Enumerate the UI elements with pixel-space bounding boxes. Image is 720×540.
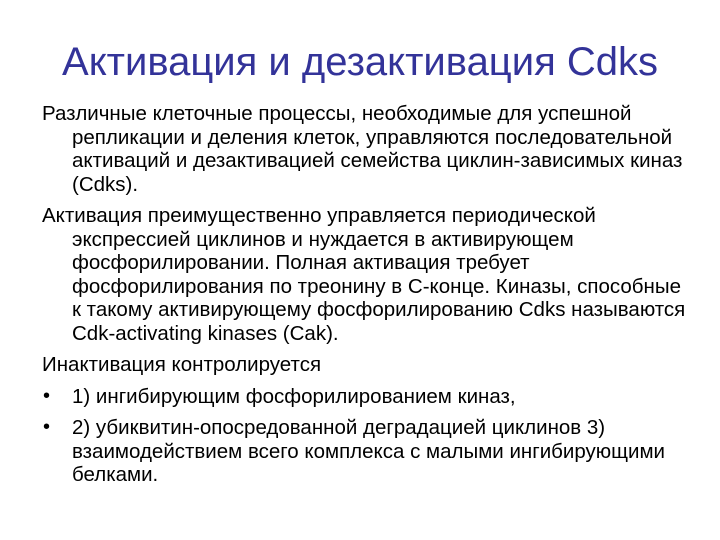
bullet-icon: • <box>43 384 51 407</box>
slide-body <box>42 102 692 495</box>
bullet-item-degradation <box>42 416 692 487</box>
paragraph-inactivation-intro: Инактивация контролируется <box>42 353 322 376</box>
bullet-item-phosphorylation <box>42 385 692 409</box>
paragraph-activation: Активация преимущественно управляется периодической экспрессией циклинов и нуждается в активирующем фосфорилировании. Полная активация требует фосфорилирования по треонину в С-конце. Киназы, способные к такому активирующему фосфорилированию Cdks называются Cdk-activating kinases (Cak). <box>42 204 686 345</box>
slide-title: Активация и дезактивация Cdks <box>62 40 658 84</box>
paragraph-process-overview: Различные клеточные процессы, необходимые для успешной репликации и деления клеток, управляются последовательной активаций и дезактивацией семейства циклин-зависимых киназ (Cdks). <box>42 102 683 196</box>
bullet-text: 1) ингибирующим фосфорилированием киназ, <box>72 384 516 408</box>
bullet-text: 2) убиквитин-опосредованной деградацией циклинов 3) взаимодействием всего комплекса с малыми ингибирующими белками. <box>72 416 666 486</box>
bullet-icon: • <box>43 416 51 438</box>
